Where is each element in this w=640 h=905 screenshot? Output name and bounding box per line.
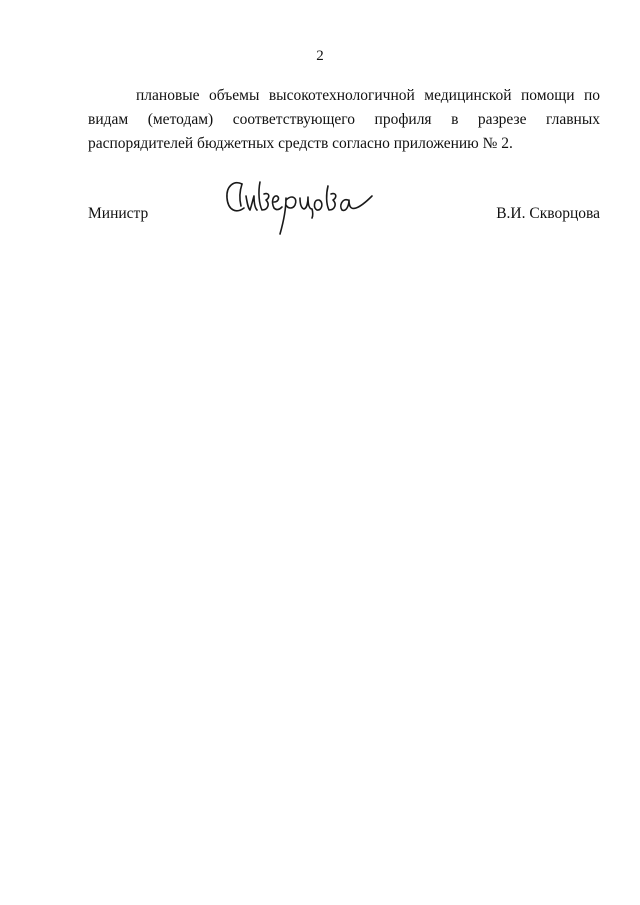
signatory-name: В.И. Скворцова	[496, 205, 600, 222]
body-text-line-2: видам (методам) соответствующего профиля в разрезе главных	[88, 111, 600, 128]
signatory-position: Министр	[88, 205, 149, 222]
handwritten-signature	[222, 172, 382, 244]
body-text-line-3: распорядителей бюджетных средств согласно приложению № 2.	[88, 135, 513, 152]
body-text-line-1: плановые объемы высокотехнологичной медицинской помощи по	[136, 87, 600, 104]
page-number: 2	[316, 48, 324, 64]
